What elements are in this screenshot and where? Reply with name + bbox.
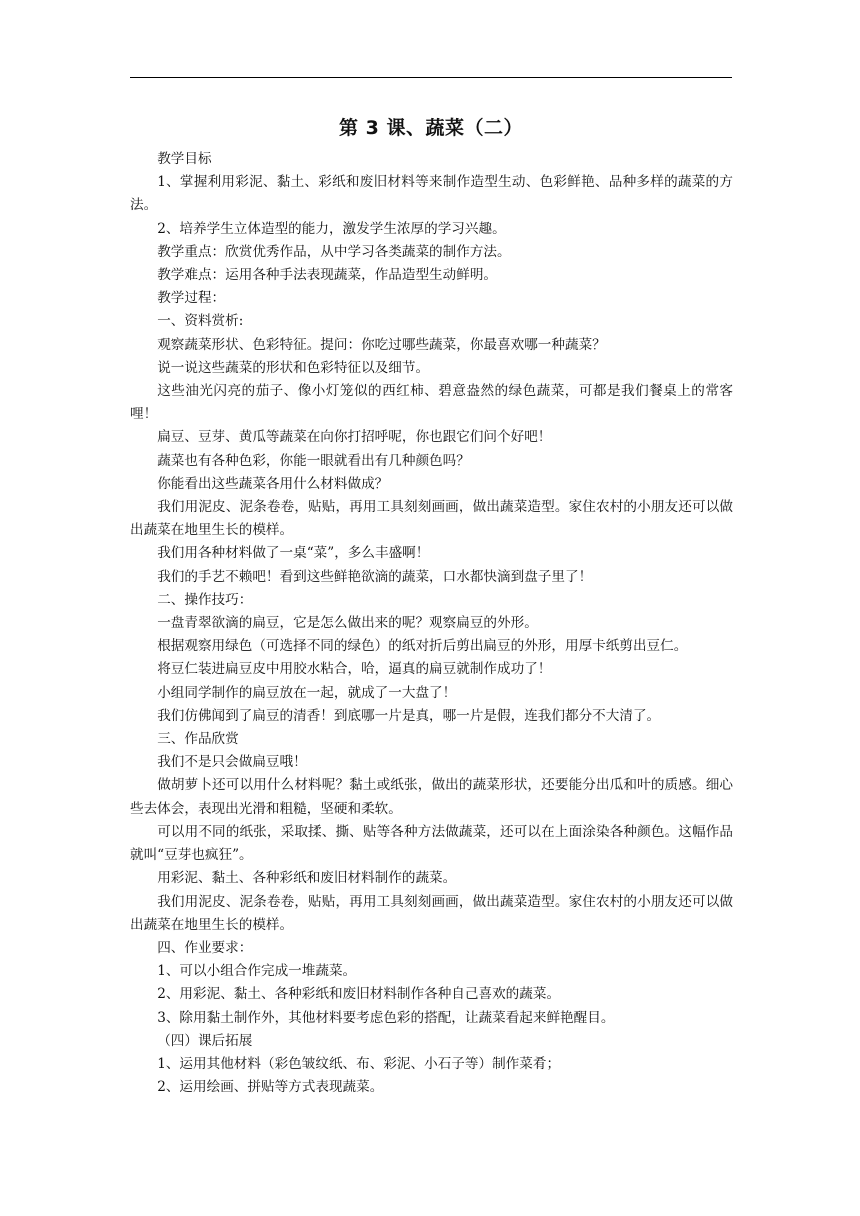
- paragraph: 观察蔬菜形状、色彩特征。提问：你吃过哪些蔬菜，你最喜欢哪一种蔬菜？: [157, 336, 606, 353]
- paragraph: 教学难点：运用各种手法表现蔬菜，作品造型生动鲜明。: [157, 267, 498, 284]
- paragraph: 3、除用黏土制作外，其他材料要考虑色彩的搭配，让蔬菜看起来鲜艳醒目。: [157, 1009, 615, 1026]
- paragraph: 我们不是只会做扁豆哦！: [157, 754, 307, 771]
- header-rule: [130, 77, 732, 78]
- document-body: [130, 148, 733, 1099]
- paragraph: 我们用各种材料做了一桌“菜”，多么丰盛啊！: [157, 545, 430, 562]
- paragraph: 我们仿佛闻到了扁豆的清香！到底哪一片是真，哪一片是假，连我们都分不大清了。: [157, 707, 661, 724]
- paragraph: 2、用彩泥、黏土、各种彩纸和废旧材料制作各种自己喜欢的蔬菜。: [157, 986, 561, 1003]
- paragraph: 1、掌握利用彩泥、黏土、彩纸和废旧材料等来制作造型生动、色彩鲜艳、品种多样的蔬菜的方法。: [130, 174, 733, 214]
- paragraph: 我们的手艺不赖吧！看到这些鲜艳欲滴的蔬菜，口水都快滴到盘子里了！: [157, 568, 593, 585]
- paragraph: 你能看出这些蔬菜各用什么材料做成？: [157, 475, 389, 492]
- paragraph: 1、运用其他材料（彩色皱纹纸、布、彩泥、小石子等）制作菜肴；: [157, 1055, 561, 1072]
- paragraph: 我们用泥皮、泥条卷卷，贴贴，再用工具刻刻画画，做出蔬菜造型。家住农村的小朋友还可以做出蔬菜在地里生长的模样。: [130, 499, 733, 539]
- page-title: 第 3 课、蔬菜（二）: [339, 117, 523, 139]
- paragraph: 1、可以小组合作完成一堆蔬菜。: [157, 963, 357, 980]
- paragraph: 可以用不同的纸张，采取揉、撕、贴等各种方法做蔬菜，还可以在上面涂染各种颜色。这幅作品就叫“豆芽也疯狂”。: [130, 823, 733, 864]
- paragraph: 我们用泥皮、泥条卷卷，贴贴，再用工具刻刻画画，做出蔬菜造型。家住农村的小朋友还可以做出蔬菜在地里生长的模样。: [130, 893, 733, 933]
- paragraph: 四、作业要求：: [157, 939, 253, 956]
- paragraph: （四）课后拓展: [157, 1032, 253, 1049]
- paragraph: 用彩泥、黏土、各种彩纸和废旧材料制作的蔬菜。: [157, 870, 457, 887]
- paragraph: 教学重点：欣赏优秀作品，从中学习各类蔬菜的制作方法。: [157, 243, 511, 260]
- paragraph: 做胡萝卜还可以用什么材料呢？黏土或纸张，做出的蔬菜形状，还要能分出瓜和叶的质感。细心些去体会，表现出光滑和粗糙，坚硬和柔软。: [130, 777, 733, 817]
- paragraph: 将豆仁装进扁豆皮中用胶水粘合，哈，逼真的扁豆就制作成功了！: [157, 661, 552, 678]
- paragraph: 一盘青翠欲滴的扁豆，它是怎么做出来的呢？观察扁豆的外形。: [157, 615, 538, 632]
- paragraph: 扁豆、豆芽、黄瓜等蔬菜在向你打招呼呢，你也跟它们问个好吧！: [157, 429, 552, 446]
- paragraph: 蔬菜也有各种色彩，你能一眼就看出有几种颜色吗？: [157, 452, 470, 469]
- paragraph: 小组同学制作的扁豆放在一起，就成了一大盘了！: [157, 684, 457, 701]
- paragraph: 一、资料赏析:: [157, 313, 244, 330]
- paragraph: 教学过程：: [157, 290, 226, 307]
- paragraph: 这些油光闪亮的茄子、像小灯笼似的西红柿、碧意盎然的绿色蔬菜，可都是我们餐桌上的常客哩！: [130, 383, 733, 423]
- paragraph: 2、培养学生立体造型的能力，激发学生浓厚的学习兴趣。: [157, 220, 506, 237]
- paragraph: 二、操作技巧：: [157, 591, 253, 608]
- paragraph: 2、运用绘画、拼贴等方式表现蔬菜。: [157, 1079, 384, 1096]
- paragraph: 说一说这些蔬菜的形状和色彩特征以及细节。: [157, 359, 430, 376]
- paragraph: 根据观察用绿色（可选择不同的绿色）的纸对折后剪出扁豆的外形，用厚卡纸剪出豆仁。: [157, 638, 688, 655]
- paragraph: 三、作品欣赏: [157, 731, 239, 748]
- paragraph: 教学目标: [157, 151, 212, 167]
